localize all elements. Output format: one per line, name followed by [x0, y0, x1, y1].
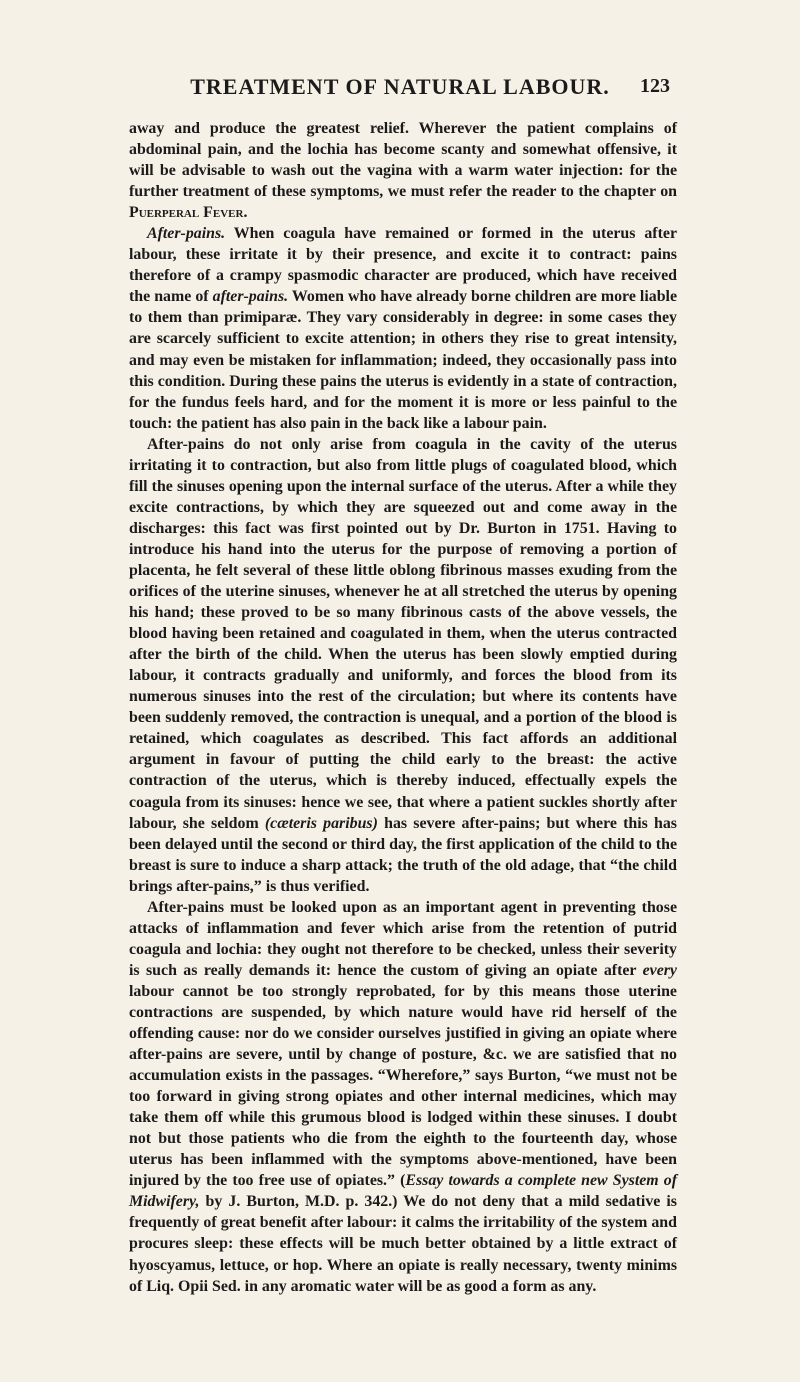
- paragraph: [129, 223, 677, 433]
- text-run: Women who have already borne children are more liable to them than primiparæ. They vary considerably in degree: in some cases they are scarcely sufficient to excite attention; in others they rise to great intensity, and may even be mistaken for inflammation; indeed, they occasionally pass into this condition. During these pains the uterus is evidently in a state of contraction, for the fundus feels hard, and for the moment it is more or less painful to the touch: the patient has also pain in the back like a labour pain.: [129, 288, 677, 432]
- italic-text: every: [642, 961, 677, 979]
- paragraph: [129, 897, 677, 1297]
- page-number: 123: [640, 75, 670, 97]
- text-run: After-pains must be looked upon as an important agent in preventing those attacks of inflammation and fever which arise from the retention of putrid coagula and lochia: they ought not therefore to be checked, unless their severity is such as really demands it: hence the custom of giving an opiate after: [129, 898, 677, 979]
- small-caps-text: Puerperal Fever: [129, 204, 244, 222]
- text-run: When coagula have remained or formed in the uterus after labour, these irritate it by their presence, and excite it to contract: pains therefore of a crampy spasmodic character are produced, which have received the name of: [129, 225, 677, 306]
- paragraph: [129, 434, 677, 897]
- body-text: [129, 118, 677, 1297]
- italic-text: (cæteris paribus): [264, 814, 378, 832]
- text-run: has severe after-pains; but where this has been delayed until the second or third day, the first application of the child to the breast is sure to induce a sharp attack; the truth of the old adage, that “the child brings after-pains,” is thus verified.: [129, 814, 677, 895]
- page-header: [0, 74, 800, 104]
- text-run: by J. Burton, M.D. p. 342.) We do not deny that a mild sedative is frequently of great benefit after labour: it calms the irritability of the system and procures sleep: these effects will be much better obtained by a little extract of hyoscyamus, lettuce, or hop. Where an opiate is really necessary, twenty minims of Liq. Opii Sed. in any aromatic water will be as good a form as any.: [129, 1193, 677, 1295]
- text-run: away and produce the greatest relief. Wherever the patient complains of abdominal pain, and the lochia has become scanty and somewhat offensive, it will be advisable to wash out the vagina with a warm water injection: for the further treatment of these symptoms, we must refer the reader to the chapter on: [129, 120, 677, 201]
- italic-text: After-pains.: [147, 225, 226, 243]
- italic-text: after-pains.: [212, 288, 289, 306]
- text-run: labour cannot be too strongly reprobated, for by this means those uterine contractions are suspended, by which nature would have rid herself of the offending cause: nor do we consider ourselves justified in giving an opiate where after-pains are severe, until by change of posture, &c. we are satisfied that no accumulation exists in the passages. “Wherefore,” says Burton, “we must not be too forward in giving strong opiates and other internal medicines, which may take them off while this grumous blood is lodged within these sinuses. I doubt not but those patients who die from the eighth to the fourteenth day, whose uterus has been inflammed with the symptoms above-mentioned, have been injured by the too free use of opiates.” (: [129, 982, 677, 1190]
- text-run: After-pains do not only arise from coagula in the cavity of the uterus irritating it to contraction, but also from little plugs of coagulated blood, which fill the sinuses opening upon the internal surface of the uterus. After a while they excite contractions, by which they are squeezed out and come away in the discharges: this fact was first pointed out by Dr. Burton in 1751. Having to introduce his hand into the uterus for the purpose of removing a portion of placenta, he felt several of these little oblong fibrinous masses exuding from the orifices of the uterine sinuses, whenever he at all stretched the uterus by opening his hand; these proved to be so many fibrinous casts of the above vessels, the blood having been retained and coagulated in them, when the uterus contracted after the birth of the child. When the uterus has been slowly emptied during labour, it contracts gradually and uniformly, and forces the blood from its numerous sinuses into the rest of the circulation; but where its contents have been suddenly removed, the contraction is unequal, and a portion of the blood is retained, which coagulates as described. This fact affords an additional argument in favour of putting the child early to the breast: the active contraction of the uterus, which is thereby induced, effectually expels the coagula from its sinuses: hence we see, that where a patient suckles shortly after labour, she seldom: [129, 435, 677, 832]
- paragraph: [129, 118, 677, 223]
- italic-text: Essay towards a complete new System of Midwifery,: [129, 1172, 677, 1211]
- running-title: TREATMENT OF NATURAL LABOUR.: [190, 74, 610, 99]
- text-run: .: [243, 204, 248, 222]
